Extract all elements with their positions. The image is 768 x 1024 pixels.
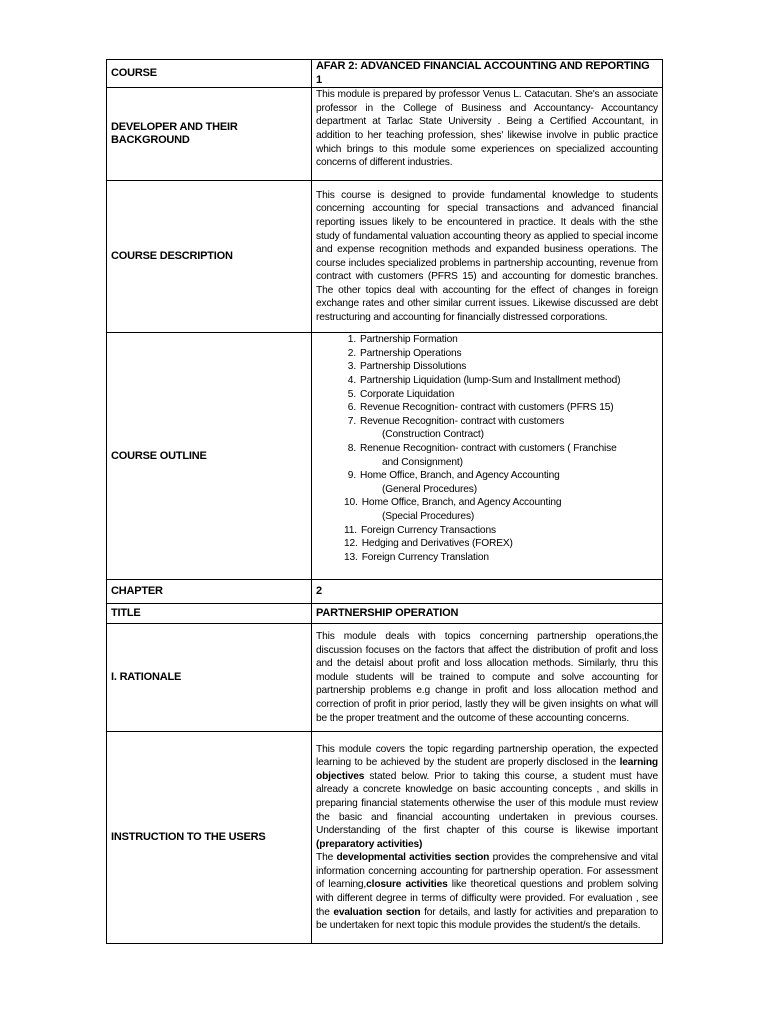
- course-outline-list: [316, 333, 658, 564]
- title-label: TITLE: [107, 604, 312, 624]
- outline-item: [344, 374, 658, 388]
- outline-item-number: 10.: [344, 497, 358, 509]
- outline-item-number: 8.: [347, 442, 356, 454]
- course-value: AFAR 2: ADVANCED FINANCIAL ACCOUNTING AND REPORTING 1: [312, 60, 663, 88]
- row-chapter: [107, 580, 663, 604]
- rationale-label: I. RATIONALE: [107, 624, 312, 732]
- outline-item-text: Foreign Currency Translation: [361, 551, 489, 563]
- instruction-label: INSTRUCTION TO THE USERS: [107, 732, 312, 944]
- row-instruction: [107, 732, 663, 944]
- outline-item-number: 4.: [347, 374, 356, 386]
- instruction-paragraph-2: [316, 851, 658, 933]
- instruction-text-6: for details, and lastly for activities and preparation to be undertaken for next topic this module provides the student/s the details.: [316, 906, 658, 932]
- rationale-value: This module deals with topics concerning partnership operations,the discussion focuses on the factors that affect the distribution of profit and loss and the detaisl about profit and loss allocation methods. Similarly, thru this module students will be trained to compute and solve accounting for partnership problems e.g change in profit and loss allocation method and correction of profit in prior period, lastly they will be given insights on what will be the proper treatment and the outcome of these accounting concerns.: [312, 624, 663, 732]
- outline-item-text: Partnership Formation: [360, 334, 458, 346]
- outline-item-text: Home Office, Branch, and Agency Accounting: [361, 497, 562, 509]
- outline-item-text: Foreign Currency Transactions: [360, 524, 496, 536]
- outline-item-subtext: (Construction Contract): [382, 429, 484, 441]
- outline-item: [344, 401, 658, 415]
- row-course: [107, 60, 663, 88]
- outline-item-number: 6.: [347, 402, 356, 414]
- outline-item-subtext: (General Procedures): [382, 483, 477, 495]
- course-outline-value: [312, 333, 663, 580]
- outline-item: [344, 537, 658, 551]
- outline-item-subtext: (Special Procedures): [382, 510, 475, 522]
- developmental-activities-emphasis: developmental activities section: [336, 852, 490, 864]
- outline-item: [344, 524, 658, 538]
- outline-item-text: Partnership Liquidation (lump-Sum and Installment method): [360, 374, 621, 386]
- chapter-value: 2: [312, 580, 663, 604]
- outline-item-number: 5.: [347, 388, 356, 400]
- outline-item: [344, 415, 658, 442]
- outline-item-number: 13.: [344, 551, 358, 563]
- developer-label: DEVELOPER AND THEIR BACKGROUND: [107, 88, 312, 181]
- instruction-text-1: This module covers the topic regarding partnership operation, the expected learning to be achieved by the student are properly disclosed in the: [316, 743, 658, 769]
- course-outline-label: COURSE OUTLINE: [107, 333, 312, 580]
- outline-item: [344, 360, 658, 374]
- outline-item-number: 1.: [347, 334, 356, 346]
- course-description-label: COURSE DESCRIPTION: [107, 181, 312, 333]
- outline-item-number: 3.: [347, 361, 356, 373]
- outline-item-text: Hedging and Derivatives (FOREX): [361, 538, 513, 550]
- outline-item-text: Revenue Recognition- contract with customers: [360, 415, 565, 427]
- outline-item-text: Home Office, Branch, and Agency Accounting: [360, 470, 560, 482]
- outline-item: [344, 333, 658, 347]
- learning-objectives-emphasis: learning objectives: [316, 757, 658, 782]
- row-course-description: [107, 181, 663, 333]
- outline-item-text: Revenue Recognition- contract with customers (PFRS 15): [360, 402, 614, 414]
- outline-item-number: 2.: [347, 347, 356, 359]
- outline-item: [344, 442, 658, 469]
- outline-item-number: 11.: [344, 524, 357, 536]
- instruction-text-3: The: [316, 852, 337, 864]
- outline-item: [344, 347, 658, 361]
- outline-item: [344, 496, 658, 523]
- outline-item-text: Corporate Liquidation: [360, 388, 455, 400]
- chapter-label: CHAPTER: [107, 580, 312, 604]
- outline-item-number: 9.: [347, 470, 356, 482]
- instruction-text-4: provides the comprehensive and vital information concerning accounting for partnership operation. For assessment of learning,: [316, 852, 658, 891]
- course-description-value: This course is designed to provide fundamental knowledge to students concerning accounting for special transactions and advanced financial reporting issues likely to be encountered in practice. It deals with the sthe study of fundamental valuation accounting theory as applied to special income and expense recognition methods and expanded business operations. The course includes specialized problems in partnership accounting, revenue from contract with customers (PFRS 15) and accounting for domestic branches. The other topics deal with accounting for the effect of changes in foreign exchange rates and other similar current issues. Likewise discussed are debt restructuring and accounting for financially distressed corporations.: [312, 181, 663, 333]
- outline-item-text: Renenue Recognition- contract with customers ( Franchise: [360, 442, 617, 454]
- row-rationale: [107, 624, 663, 732]
- outline-item-text: Partnership Dissolutions: [360, 361, 467, 373]
- row-title: [107, 604, 663, 624]
- course-label: COURSE: [107, 60, 312, 88]
- evaluation-section-emphasis: evaluation section: [333, 906, 421, 918]
- course-syllabus-table: [106, 59, 663, 944]
- instruction-text-5: like theoretical questions and problem solving with different degree in terms of difficulty were provided. For evaluation , see the: [316, 879, 658, 918]
- outline-item: [344, 551, 658, 565]
- row-developer: [107, 88, 663, 181]
- outline-item: [344, 388, 658, 402]
- instruction-text-2: stated below. Prior to taking this course, a student must have already a concrete knowledge on basic accounting concepts , and skills in preparing financial statements otherwise the user of this module must review the basic and financial accounting undertaken in previous courses. Understanding of the first chapter of this course is likewise important: [316, 770, 658, 837]
- closure-activities-emphasis: closure activities: [366, 879, 448, 891]
- outline-item: [344, 469, 658, 496]
- title-value: PARTNERSHIP OPERATION: [312, 604, 663, 624]
- instruction-value: [312, 732, 663, 944]
- outline-item-text: Partnership Operations: [360, 347, 462, 359]
- outline-item-subtext: and Consignment): [382, 456, 463, 468]
- instruction-paragraph-1: [316, 743, 658, 852]
- developer-value: This module is prepared by professor Venus L. Catacutan. She's an associate professor in the College of Business and Accountancy- Accountancy department at Tarlac State University . Being a Certified Accountant, in addition to her teaching profession, shes' likewise involve in public practice which brings to this module some experiences on specialized accounting concerns of different industries.: [312, 88, 663, 181]
- row-course-outline: [107, 333, 663, 580]
- outline-item-number: 7.: [347, 415, 356, 427]
- preparatory-activities-emphasis: (preparatory activities): [316, 838, 423, 850]
- outline-item-number: 12.: [344, 538, 358, 550]
